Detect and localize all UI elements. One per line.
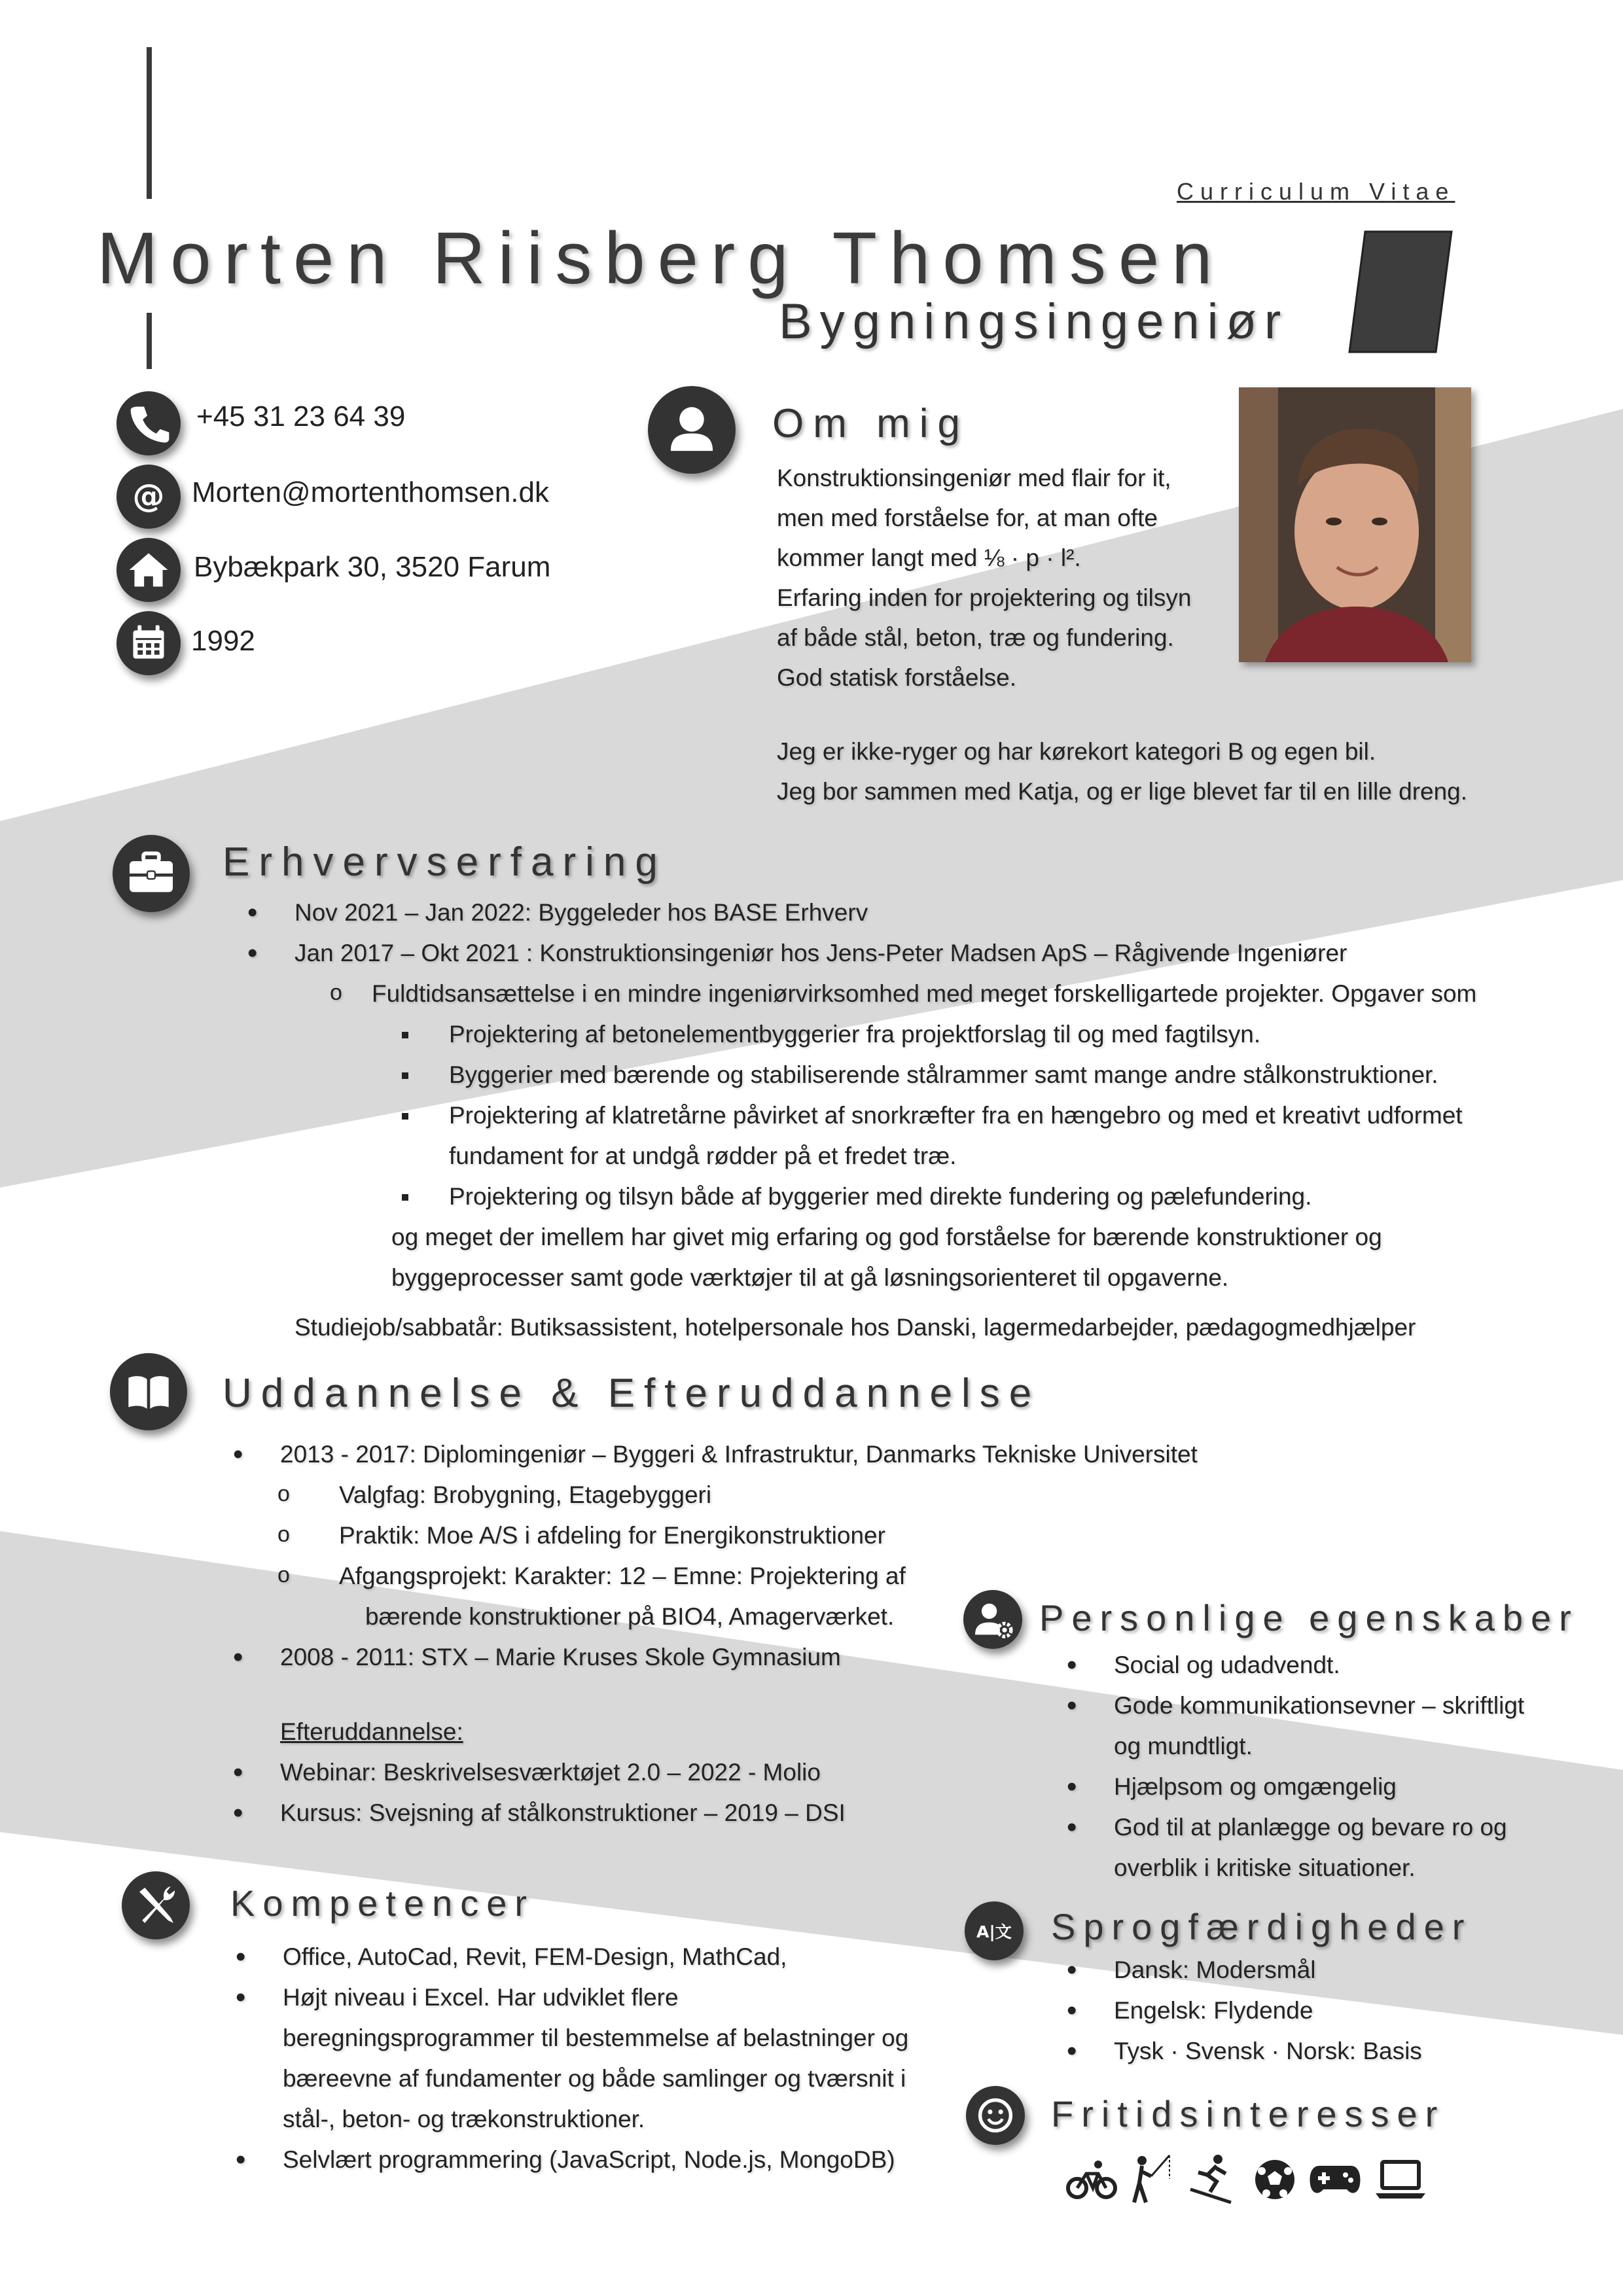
language-item: • Dansk: Modersmål [1114,1950,1611,1990]
personal-line: • Gode kommunikationsevner – skriftligt [1114,1692,1525,1719]
skill-line: stål-, beton- og trækonstruktioner. [283,2106,645,2132]
languages-heading: Sprogfærdigheder [1051,1906,1472,1947]
education-subitem: o Praktik: Moe A/S i afdeling for Energikonstruktioner [319,1515,1262,1556]
skill-item [283,1977,963,2140]
about-personal-line: Jeg bor sammen med Katja, og er lige blevet far til en lille dreng. [777,778,1468,805]
about-heading: Om mig [772,401,969,446]
fishing-icon [1128,2153,1173,2205]
personal-list [1114,1645,1611,1888]
header-rule-top [147,47,152,199]
football-icon [1252,2157,1298,2202]
about-text [777,458,1191,698]
education-subline: bærende konstruktioner på BIO4, Amagerværket. [365,1603,895,1630]
about-line: kommer langt med ⅛ · p · l². [777,544,1081,571]
personal-item [1114,1686,1611,1767]
skills-list [283,1937,963,2180]
education-heading: Uddannelse & Efteruddannelse [223,1371,1041,1416]
about-personal-line: Jeg er ikke-ryger og har kørekort kategori B og egen bil. [777,738,1376,765]
home-icon [116,538,181,602]
task-item: Projektering og tilsyn både af byggerier med direkte fundering og pælefundering. [449,1176,1597,1217]
about-line: men med forståelse for, at man ofte [777,504,1158,531]
education-item: • 2008 - 2011: STX – Marie Kruses Skole Gymnasium [280,1637,1262,1678]
about-personal [777,732,1467,811]
about-line: Erfaring inden for projektering og tilsyn [777,584,1192,611]
skills-heading: Kompetencer [230,1882,535,1924]
phone-icon [116,391,181,455]
language-item: • Tysk · Svensk · Norsk: Basis [1114,2031,1611,2072]
experience-heading: Erhvervserfaring [223,839,667,885]
task-item: Projektering af betonelementbyggerier fra projektforslag til og med fagtilsyn. [449,1014,1597,1055]
address: Bybækpark 30, 3520 Farum [194,551,551,583]
birth-year: 1992 [191,625,255,657]
personal-line: • God til at planlægge og bevare ro og [1114,1814,1507,1841]
translate-icon [965,1901,1024,1960]
personal-item: • Hjælpsom og omgængelig [1114,1767,1611,1807]
further-education-item: • Kursus: Svejsning af stålkonstruktioner – 2019 – DSI [280,1793,1262,1833]
language-item: • Engelsk: Flydende [1114,1990,1611,2031]
about-line: God statisk forståelse. [777,664,1017,691]
gamepad-icon [1309,2162,1361,2199]
about-line: af både stål, beton, træ og fundering. [777,624,1174,651]
translate-icon-text: A|文 [976,1922,1012,1941]
tools-icon [122,1871,190,1939]
task-line: fundament for at undgå rødder på et fredet træ. [449,1142,957,1169]
skill-line: bæreevne af fundamenter og både samlinger og tværsnit i [283,2065,906,2092]
laptop-icon [1374,2159,1427,2201]
full-name: Morten Riisberg Thomsen [97,217,1225,299]
experience-closing-line: byggeprocesser samt gode værktøjer til at gå løsningsorienteret til opgaverne. [391,1264,1229,1291]
further-education-item: • Webinar: Beskrivelsesværktøjet 2.0 – 2022 - Molio [280,1752,1262,1793]
personal-heading: Personlige egenskaber [1039,1597,1579,1638]
briefcase-icon [113,835,190,912]
skill-line: beregningsprogrammer til bestemmelse af belastninger og [283,2024,909,2051]
about-line: Konstruktionsingeniør med flair for it, [777,465,1171,491]
personal-item: • Social og udadvendt. [1114,1645,1611,1686]
profile-photo [1239,387,1471,662]
education-subline: o Afgangsprojekt: Karakter: 12 – Emne: Projektering af [339,1563,906,1589]
skill-item: • Selvlært programmering (JavaScript, Node.js, MongoDB) [283,2140,963,2180]
book-icon [110,1353,187,1430]
phone-number: +45 31 23 64 39 [196,400,406,433]
hobbies-heading: Fritidsinteresser [1051,2093,1446,2134]
calendar-icon [116,611,181,675]
bicycle-icon [1065,2157,1118,2202]
email-icon [116,465,181,529]
user-gear-icon [963,1590,1022,1649]
task-item: Byggerier med bærende og stabiliserende stålrammer samt mange andre stålkonstruktioner. [449,1055,1597,1095]
header-parallelogram [1347,229,1455,355]
languages-list [1114,1950,1611,2072]
education-item: • 2013 - 2017: Diplomingeniør – Byggeri & Infrastruktur, Danmarks Tekniske Universitet [280,1434,1262,1475]
cv-label: Curriculum Vitae [1177,178,1455,205]
task-item [449,1095,1597,1176]
personal-line: og mundtligt. [1114,1733,1253,1759]
personal-line: overblik i kritiske situationer. [1114,1854,1416,1881]
personal-item [1114,1807,1611,1888]
experience-closing-line: og meget der imellem har givet mig erfaring og god forståelse for bærende konstruktioner og [391,1224,1382,1250]
user-icon [648,386,736,474]
profession-title: Bygningsingeniør [779,294,1289,349]
experience-list [294,892,1597,1348]
skiing-icon [1185,2153,1238,2205]
experience-item: • Nov 2021 – Jan 2022: Byggeleder hos BASE Erhverv [294,892,1597,933]
skill-line: • Højt niveau i Excel. Har udviklet flere [283,1984,679,2011]
education-subitem: o Valgfag: Brobygning, Etagebyggeri [319,1475,1262,1515]
student-jobs: Studiejob/sabbatår: Butiksassistent, hotelpersonale hos Danski, lagermedarbejder, pædagogmedhjælper [294,1314,1416,1341]
email-address: Morten@mortenthomsen.dk [192,476,550,508]
experience-subitem: o Fuldtidsansættelse i en mindre ingeniørvirksomhed med meget forskelligartede projekter. Opgaver som [372,974,1597,1014]
smiley-icon [966,2086,1025,2145]
further-education-heading: Efteruddannelse: [280,1718,463,1745]
task-line: Projektering af klatretårne påvirket af snorkræfter fra en hængebro og med et kreativt udformet [449,1102,1463,1129]
skill-item: • Office, AutoCad, Revit, FEM-Design, MathCad, [283,1937,963,1977]
svg-text:@: @ [132,477,165,515]
experience-item: • Jan 2017 – Okt 2021 : Konstruktionsingeniør hos Jens-Peter Madsen ApS – Rågivende Ingeniører [294,933,1597,974]
header-rule-bottom [147,313,152,369]
hobby-icons [1065,2153,1432,2212]
